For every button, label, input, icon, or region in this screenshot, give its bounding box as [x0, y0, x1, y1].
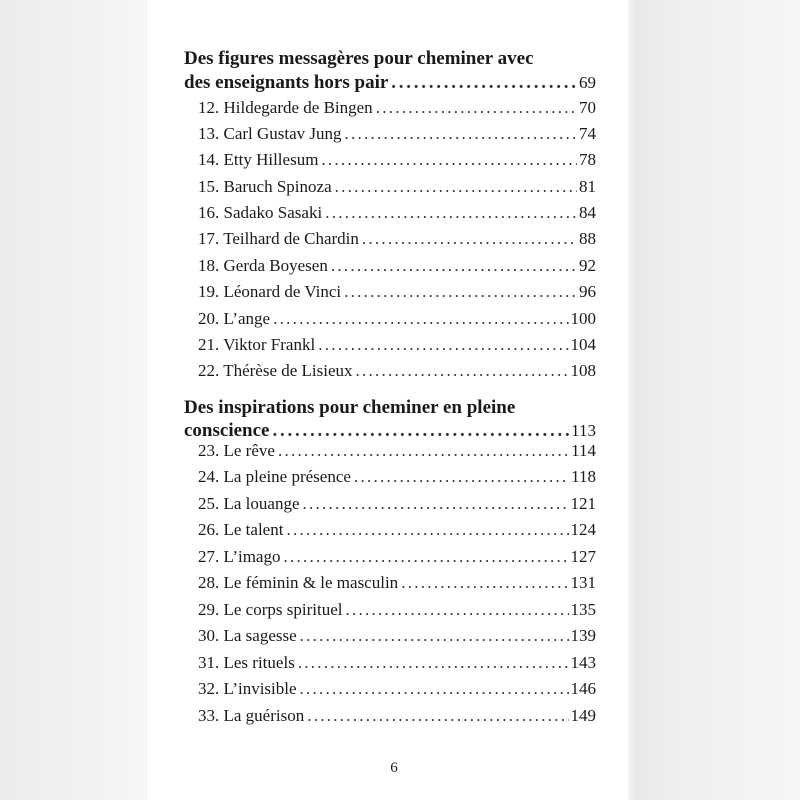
- toc-entry-page: 127: [570, 547, 596, 566]
- section1-heading-entry: [184, 72, 596, 94]
- dot-leader: [354, 466, 569, 488]
- dot-leader: [331, 255, 577, 277]
- toc-entry-label: 25. La louange: [198, 494, 300, 513]
- toc-entry-page: 135: [570, 600, 596, 619]
- dot-leader: [286, 519, 568, 541]
- toc-entry-page: 74: [579, 124, 596, 143]
- dot-leader: [307, 705, 568, 727]
- dot-leader: [325, 202, 577, 224]
- toc-entry: [198, 599, 596, 621]
- section2-title-line1: Des inspirations pour cheminer en pleine: [184, 397, 516, 418]
- toc-entry: [198, 493, 596, 515]
- toc-entry: [198, 466, 596, 488]
- dot-leader: [376, 97, 577, 119]
- toc-entry-label: 15. Baruch Spinoza: [198, 177, 332, 196]
- toc-entry-page: 139: [570, 626, 596, 645]
- dot-leader: [300, 625, 569, 647]
- dot-leader: [278, 440, 569, 462]
- dot-leader: [272, 420, 569, 442]
- toc-entry-page: 92: [579, 256, 596, 275]
- toc-entry-label: 29. Le corps spirituel: [198, 600, 343, 619]
- toc-entry-page: 104: [570, 335, 596, 354]
- dot-leader: [273, 308, 568, 330]
- section2-page: 113: [571, 421, 596, 440]
- toc-entry-page: 131: [570, 573, 596, 592]
- dot-leader: [345, 123, 577, 145]
- toc-entry: [198, 149, 596, 171]
- toc-entry-label: 24. La pleine présence: [198, 467, 351, 486]
- toc-entry: [198, 308, 596, 330]
- toc-entry: [198, 678, 596, 700]
- dot-leader: [318, 334, 568, 356]
- toc-entry-label: 33. La guérison: [198, 706, 305, 725]
- toc-entry-label: 18. Gerda Boyesen: [198, 256, 328, 275]
- toc-entry-page: 70: [579, 98, 596, 117]
- toc-entry: [198, 97, 596, 119]
- toc-entry-label: 12. Hildegarde de Bingen: [198, 98, 373, 117]
- dot-leader: [345, 599, 568, 621]
- left-page-edge: [0, 0, 148, 800]
- toc-entry-page: 124: [570, 520, 596, 539]
- toc-entry: [198, 546, 596, 568]
- section1-page: 69: [579, 73, 596, 92]
- section1-title-line2: des enseignants hors pair: [184, 72, 389, 93]
- toc-entry-page: 118: [571, 467, 596, 486]
- dot-leader: [303, 493, 569, 515]
- toc-entry-page: 81: [579, 177, 596, 196]
- toc-entry: [198, 255, 596, 277]
- toc-entry-label: 21. Viktor Frankl: [198, 335, 316, 354]
- toc-entry: [198, 281, 596, 303]
- toc-entry: [198, 334, 596, 356]
- toc-entry-label: 26. Le talent: [198, 520, 284, 539]
- toc-entry-page: 108: [570, 361, 596, 380]
- toc-entry: [198, 228, 596, 250]
- dot-leader: [401, 572, 568, 594]
- dot-leader: [362, 228, 577, 250]
- toc-entry: [198, 519, 596, 541]
- toc-entry-label: 17. Teilhard de Chardin: [198, 229, 359, 248]
- dot-leader: [300, 678, 569, 700]
- toc-entry-page: 143: [570, 653, 596, 672]
- toc-entry-label: 27. L’imago: [198, 547, 281, 566]
- right-page-edge: [628, 0, 800, 800]
- toc-entry: [198, 625, 596, 647]
- section2-heading-entry: [184, 420, 596, 442]
- dot-leader: [344, 281, 577, 303]
- dot-leader: [391, 72, 577, 94]
- page-number: 6: [390, 760, 398, 776]
- toc-entry-label: 19. Léonard de Vinci: [198, 282, 342, 301]
- toc-entry-page: 100: [570, 309, 596, 328]
- toc-entry-page: 88: [579, 229, 596, 248]
- toc-entry: [198, 360, 596, 382]
- toc-entry-label: 13. Carl Gustav Jung: [198, 124, 342, 143]
- section1-title-line1: Des figures messagères pour cheminer avec: [184, 48, 534, 69]
- toc-entry: [198, 123, 596, 145]
- toc-entry-label: 28. Le féminin & le masculin: [198, 573, 399, 592]
- dot-leader: [283, 546, 568, 568]
- toc-entry-label: 30. La sagesse: [198, 626, 297, 645]
- toc-entry-page: 114: [571, 441, 596, 460]
- toc-entry-page: 96: [579, 282, 596, 301]
- toc-entry: [198, 705, 596, 727]
- toc-entry-label: 20. L’ange: [198, 309, 271, 328]
- section2-title-line2: conscience: [184, 420, 270, 441]
- toc-entry-page: 121: [570, 494, 596, 513]
- toc-entry-label: 22. Thérèse de Lisieux: [198, 361, 353, 380]
- toc-entry: [198, 440, 596, 462]
- toc-entry-page: 146: [570, 679, 596, 698]
- dot-leader: [298, 652, 569, 674]
- toc-entry-page: 78: [579, 150, 596, 169]
- toc-entry-label: 31. Les rituels: [198, 653, 295, 672]
- toc-entry-label: 14. Etty Hillesum: [198, 150, 319, 169]
- dot-leader: [321, 149, 577, 171]
- toc-entry: [198, 572, 596, 594]
- toc-entry: [198, 652, 596, 674]
- dot-leader: [356, 360, 569, 382]
- toc-entry-label: 16. Sadako Sasaki: [198, 203, 323, 222]
- toc-entry-page: 149: [570, 706, 596, 725]
- dot-leader: [335, 176, 577, 198]
- toc-entry: [198, 176, 596, 198]
- toc-entry-label: 32. L’invisible: [198, 679, 297, 698]
- toc-entry-page: 84: [579, 203, 596, 222]
- toc-entry-label: 23. Le rêve: [198, 441, 275, 460]
- toc-entry: [198, 202, 596, 224]
